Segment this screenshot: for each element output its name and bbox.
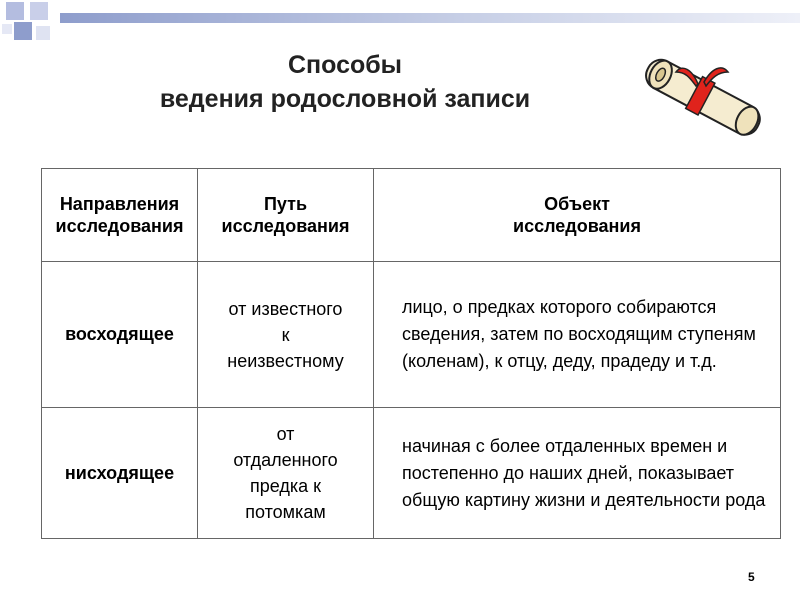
header-path: Путь исследования	[198, 169, 374, 262]
object-cell: лицо, о предках которого собираются сведения, затем по восходящим ступеням (коленам), к отцу, деду, прадеду и т.д.	[374, 262, 781, 408]
header-object: Объект исследования	[374, 169, 781, 262]
decorative-squares-icon	[0, 0, 70, 50]
object-cell: начиная с более отдаленных времен и постепенно до наших дней, показывает общую картину жизни и деятельности рода	[374, 408, 781, 539]
header-direction: Направления исследования	[42, 169, 198, 262]
page-number: 5	[748, 570, 755, 584]
direction-cell: нисходящее	[42, 408, 198, 539]
header-bar	[60, 13, 800, 23]
table-row	[42, 262, 781, 408]
page-title	[0, 48, 690, 116]
rolled-scroll-icon	[632, 44, 772, 154]
title-line-1: Способы	[287, 51, 403, 79]
table-header-row	[42, 169, 781, 262]
title-line-2: ведения родословной записи	[159, 85, 531, 113]
path-cell: от известного к неизвестному	[198, 262, 374, 408]
path-cell: от отдаленного предка к потомкам	[198, 408, 374, 539]
genealogy-methods-table	[41, 168, 781, 539]
direction-cell: восходящее	[42, 262, 198, 408]
table-row	[42, 408, 781, 539]
